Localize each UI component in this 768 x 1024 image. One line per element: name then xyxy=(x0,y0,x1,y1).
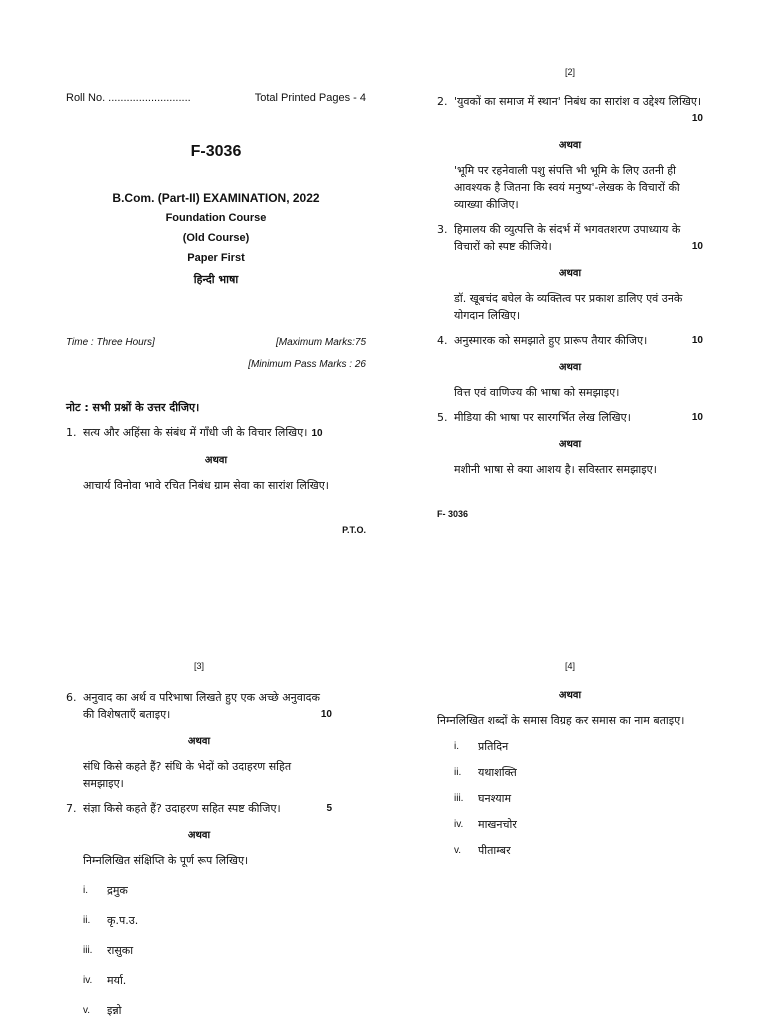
subject-title: हिन्दी भाषा xyxy=(193,273,239,286)
list-item-number: iv. xyxy=(454,819,464,830)
list-item-text: द्रमुक xyxy=(107,884,128,897)
paper-code: F-3036 xyxy=(190,143,242,160)
question-marks: 10 xyxy=(691,113,703,124)
or-divider: अथवा xyxy=(558,362,582,373)
question-number: 1. xyxy=(66,426,77,439)
list-item xyxy=(454,816,703,833)
or-divider: अथवा xyxy=(558,140,582,151)
list-item xyxy=(454,842,703,859)
page-number: [3] xyxy=(193,661,204,671)
list-item xyxy=(454,738,703,755)
exam-page-4 xyxy=(437,658,703,859)
list-item-number: ii. xyxy=(454,767,462,778)
question-5 xyxy=(437,409,703,426)
list-item-number: v. xyxy=(454,845,462,856)
time-allowed: Time : Three Hours] xyxy=(66,337,155,348)
compound-word-list xyxy=(437,738,703,859)
question-text: मीडिया की भाषा पर सारगर्भित लेख लिखिए। xyxy=(454,411,631,424)
question-number: 4. xyxy=(437,334,448,347)
question-6 xyxy=(66,689,332,723)
header-row xyxy=(66,90,366,107)
list-item-text: यथाशक्ति xyxy=(478,766,517,779)
list-item-number: iii. xyxy=(454,793,464,804)
list-item xyxy=(83,912,332,929)
maximum-marks: [Maximum Marks:75 xyxy=(275,337,366,348)
page-number: [2] xyxy=(564,67,575,77)
question-text xyxy=(83,424,366,442)
question-2-alternative: 'भूमि पर रहनेवाली पशु संपत्ति भी भूमि के लिए उतनी ही आवश्यक है जितना कि स्वयं मनुष्य'-लेखक के विचारों की व्याख्या कीजिए। xyxy=(454,164,680,211)
list-item-text: माखनचोर xyxy=(478,818,517,831)
list-item-text: पीताम्बर xyxy=(478,844,511,857)
list-item xyxy=(454,764,703,781)
list-item-number: i. xyxy=(83,885,88,896)
question-text: अनुस्मारक को समझाते हुए प्रारूप तैयार कीजिए। xyxy=(454,334,648,347)
question-number: 5. xyxy=(437,411,448,424)
list-item-text: घनश्याम xyxy=(478,792,512,805)
or-divider: अथवा xyxy=(558,690,582,701)
list-item-number: ii. xyxy=(83,915,91,926)
question-1 xyxy=(66,424,366,442)
instruction-note: नोट : सभी प्रश्नों के उत्तर दीजिए। xyxy=(66,401,200,414)
course-name: Foundation Course xyxy=(165,212,267,224)
list-item-text: इन्नो xyxy=(107,1004,122,1017)
question-number: 7. xyxy=(66,802,77,815)
exam-title: B.Com. (Part-II) EXAMINATION, 2022 xyxy=(112,191,320,205)
list-item xyxy=(83,972,332,989)
or-divider: अथवा xyxy=(187,830,211,841)
question-marks: 10 xyxy=(691,412,703,423)
abbreviation-list xyxy=(66,882,332,1019)
question-1-text: सत्य और अहिंसा के संबंध में गाँधी जी के विचार लिखिए। xyxy=(83,426,308,439)
minimum-pass-marks: [Minimum Pass Marks : 26 xyxy=(248,359,366,370)
question-text: हिमालय की व्युत्पत्ति के संदर्भ में भगवतशरण उपाध्याय के विचारों को स्पष्ट कीजिये। xyxy=(454,223,681,253)
question-number: 3. xyxy=(437,223,448,236)
page-number: [4] xyxy=(564,661,575,671)
question-3 xyxy=(437,221,703,255)
exam-page-2 xyxy=(437,64,703,523)
old-course-label: (Old Course) xyxy=(182,232,250,244)
exam-page-1 xyxy=(66,90,366,539)
or-divider: अथवा xyxy=(204,455,228,466)
question-4-alternative: वित्त एवं वाणिज्य की भाषा को समझाइए। xyxy=(454,386,620,399)
samas-question: निम्नलिखित शब्दों के समास विग्रह कर समास का नाम बताइए। xyxy=(437,714,685,727)
roll-number: Roll No. ........................... xyxy=(66,92,191,104)
list-item-number: i. xyxy=(454,741,459,752)
question-text: अनुवाद का अर्थ व परिभाषा लिखते हुए एक अच्छे अनुवादक की विशेषताएँ बताइए। xyxy=(83,691,320,721)
question-text: 'युवकों का समाज में स्थान' निबंध का सारांश व उद्देश्य लिखिए। xyxy=(454,95,702,108)
question-1-alternative: आचार्य विनोवा भावे रचित निबंध ग्राम सेवा का सारांश लिखिए। xyxy=(83,479,329,492)
question-7-alternative: निम्नलिखित संक्षिप्ति के पूर्ण रूप लिखिए। xyxy=(83,854,249,867)
question-5-alternative: मशीनी भाषा से क्या आशय है। सविस्तार समझाइए। xyxy=(454,463,657,476)
list-item xyxy=(454,790,703,807)
list-item xyxy=(83,942,332,959)
question-text: संज्ञा किसे कहते हैं? उदाहरण सहित स्पष्ट कीजिए। xyxy=(83,802,281,815)
question-marks: 10 xyxy=(691,241,703,252)
question-2 xyxy=(437,93,703,110)
list-item-text: प्रतिदिन xyxy=(478,740,509,753)
list-item-number: v. xyxy=(83,1005,91,1016)
list-item xyxy=(83,1002,332,1019)
question-number: 6. xyxy=(66,691,77,704)
question-3-alternative: डॉ. खूबचंद बघेल के व्यक्तित्व पर प्रकाश डालिए एवं उनके योगदान लिखिए। xyxy=(454,292,683,322)
list-item xyxy=(83,882,332,899)
question-number: 2. xyxy=(437,95,448,108)
time-marks-row xyxy=(66,334,366,351)
paper-label: Paper First xyxy=(187,252,245,264)
total-printed-pages: Total Printed Pages - 4 xyxy=(254,92,366,104)
question-4 xyxy=(437,332,703,349)
or-divider: अथवा xyxy=(558,268,582,279)
list-item-text: मर्या. xyxy=(107,974,127,987)
question-6-alternative: संधि किसे कहते हैं? संधि के भेदों को उदाहरण सहित समझाइए। xyxy=(83,760,292,790)
question-7 xyxy=(66,800,332,817)
or-divider: अथवा xyxy=(187,736,211,747)
list-item-number: iii. xyxy=(83,945,93,956)
question-marks: 5 xyxy=(326,803,332,814)
question-marks: 10 xyxy=(691,335,703,346)
paper-code-footer: F- 3036 xyxy=(437,509,469,519)
question-marks: 10 xyxy=(311,428,323,439)
list-item-text: कृ.प.उ. xyxy=(107,914,139,927)
exam-page-3 xyxy=(66,658,332,1019)
question-marks: 10 xyxy=(320,709,332,720)
please-turn-over: P.T.O. xyxy=(342,525,366,535)
list-item-text: रासुका xyxy=(107,944,134,957)
list-item-number: iv. xyxy=(83,975,93,986)
or-divider: अथवा xyxy=(558,439,582,450)
